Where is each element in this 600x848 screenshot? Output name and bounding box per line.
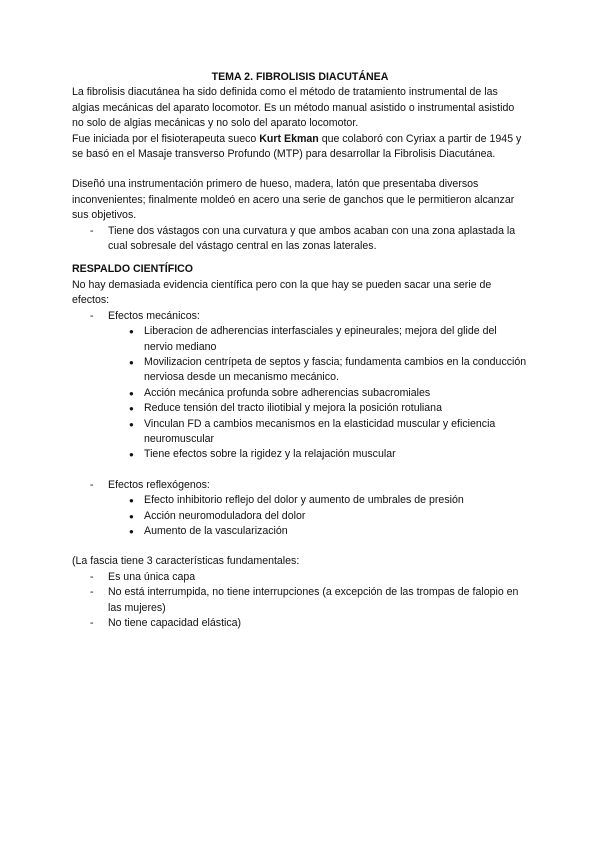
intro-paragraph-1: La fibrolisis diacutánea ha sido definida como el método de tratamiento instrumental de las algias mecánicas del aparato locomotor. Es un método manual asistido o instrumental asistido no solo de algias mecánicas y no solo del aparato locomotor.: [72, 86, 515, 130]
list-item: ● Vinculan FD a cambios mecanismos en la elasticidad muscular y eficiencia neuromuscular: [72, 417, 528, 448]
list-item: ● Acción neuromoduladora del dolor: [72, 509, 528, 524]
list-item: ● Aumento de la vascularización: [72, 524, 528, 539]
intro-p2-before: Fue iniciada por el fisioterapeuta sueco: [72, 132, 260, 145]
list-item: ● Efecto inhibitorio reflejo del dolor y aumento de umbrales de presión: [72, 493, 528, 508]
document-title: TEMA 2. FIBROLISIS DIACUTÁNEA: [211, 71, 389, 83]
support-intro: No hay demasiada evidencia científica pero con la que hay se pueden sacar una serie de efectos:: [72, 278, 492, 307]
reflex-effects-label: - Efectos reflexógenos:: [72, 478, 528, 493]
design-list-item: - Tiene dos vástagos con una curvatura y que ambos acaban con una zona aplastada la cual sobresale del vástago central en las zonas laterales.: [72, 224, 528, 255]
list-item: ● Liberacion de adherencias interfasciales y epineurales; mejora del glide del nervio mediano: [72, 324, 528, 355]
list-item: ● Movilizacion centrípeta de septos y fascia; fundamenta cambios en la conducción nerviosa desde un mecanismo mecánico.: [72, 355, 528, 386]
list-item: - Es una única capa: [72, 570, 528, 585]
design-paragraph: Diseñó una instrumentación primero de hueso, madera, latón que presentaba diversos inconvenientes; finalmente moldeó en acero una serie de ganchos que le permitieron alcanzar sus objetivos.: [72, 178, 515, 222]
list-item: ● Reduce tensión del tracto iliotibial y mejora la posición rotuliana: [72, 401, 528, 416]
document-page: [72, 70, 528, 631]
section-heading-support: RESPALDO CIENTÍFICO: [72, 263, 194, 276]
list-item: - No tiene capacidad elástica): [72, 616, 528, 631]
intro-p2-after: que colaboró con Cyriax a partir de 1945 y se basó en el Masaje transverso Profundo (MTP) para desarrollar la Fibrolisis Diacutánea.: [72, 132, 522, 161]
list-item: ● Tiene efectos sobre la rigidez y la relajación muscular: [72, 447, 528, 462]
list-item: ● Acción mecánica profunda sobre adherencias subacromiales: [72, 386, 528, 401]
mechanical-effects-label: - Efectos mecánicos:: [72, 309, 528, 324]
intro-paragraph-2: [72, 132, 528, 163]
list-item: - No está interrumpida, no tiene interrupciones (a excepción de las trompas de falopio en las mujeres): [72, 585, 528, 616]
fascia-intro: (La fascia tiene 3 características fundamentales:: [72, 555, 300, 568]
author-name: Kurt Ekman: [259, 132, 319, 145]
